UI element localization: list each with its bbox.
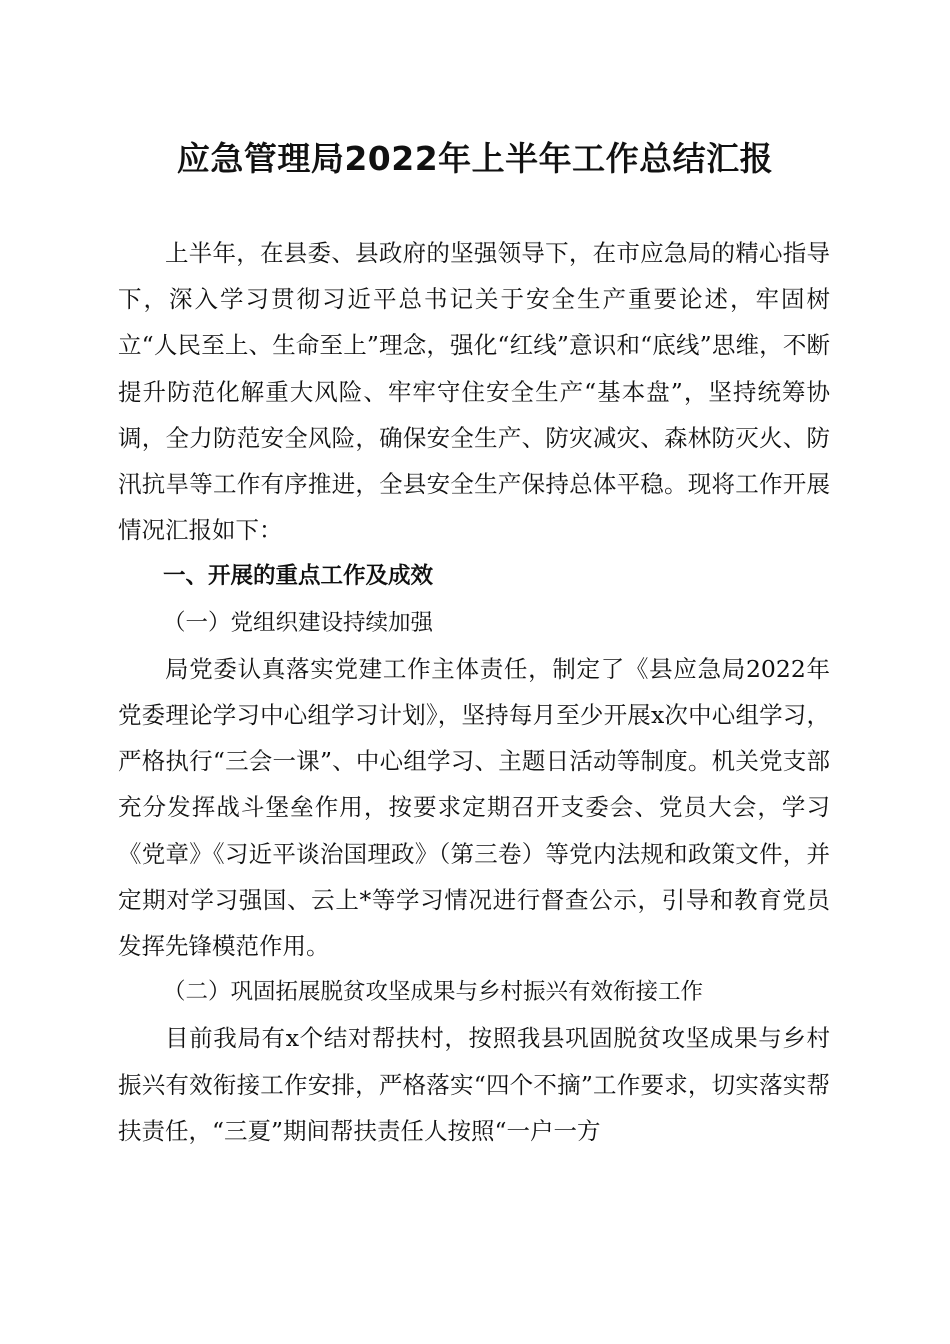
subsection-paragraph-1: 局党委认真落实党建工作主体责任，制定了《县应急局2022年党委理论学习中心组学习计划》，坚持每月至少开展x次中心组学习，严格执行“三会一课”、中心组学习、主题日活动等制度。机关党支部充分发挥战斗堡垒作用，按要求定期召开支委会、党员大会，学习《党章》《习近平谈治国理政》（第三卷）等党内法规和政策文件，并定期对学习强国、云上*等学习情况进行督查公示，引导和教育党员发挥先锋模范作用。 bbox=[118, 654, 830, 961]
section-heading-1: 一、开展的重点工作及成效 bbox=[163, 563, 434, 590]
subsection-heading-2: （二）巩固拓展脱贫攻坚成果与乡村振兴有效衔接工作 bbox=[163, 979, 704, 1006]
subsection-paragraph-2: 目前我局有x个结对帮扶村，按照我县巩固脱贫攻坚成果与乡村振兴有效衔接工作安排，严格落实“四个不摘”工作要求，切实落实帮扶责任，“三夏”期间帮扶责任人按照“一户一方 bbox=[118, 1024, 830, 1145]
subsection-heading-1: （一）党组织建设持续加强 bbox=[163, 609, 434, 636]
document-title: 应急管理局2022年上半年工作总结汇报 bbox=[176, 139, 774, 178]
intro-paragraph: 上半年，在县委、县政府的坚强领导下，在市应急局的精心指导下，深入学习贯彻习近平总书记关于安全生产重要论述，牢固树立“人民至上、生命至上”理念，强化“红线”意识和“底线”思维，不断提升防范化解重大风险、牢牢守住安全生产“基本盘”，坚持统筹协调，全力防范安全风险，确保安全生产、防灾减灾、森林防灭火、防汛抗旱等工作有序推进，全县安全生产保持总体平稳。现将工作开展情况汇报如下： bbox=[118, 239, 830, 545]
document-body bbox=[118, 230, 830, 1154]
